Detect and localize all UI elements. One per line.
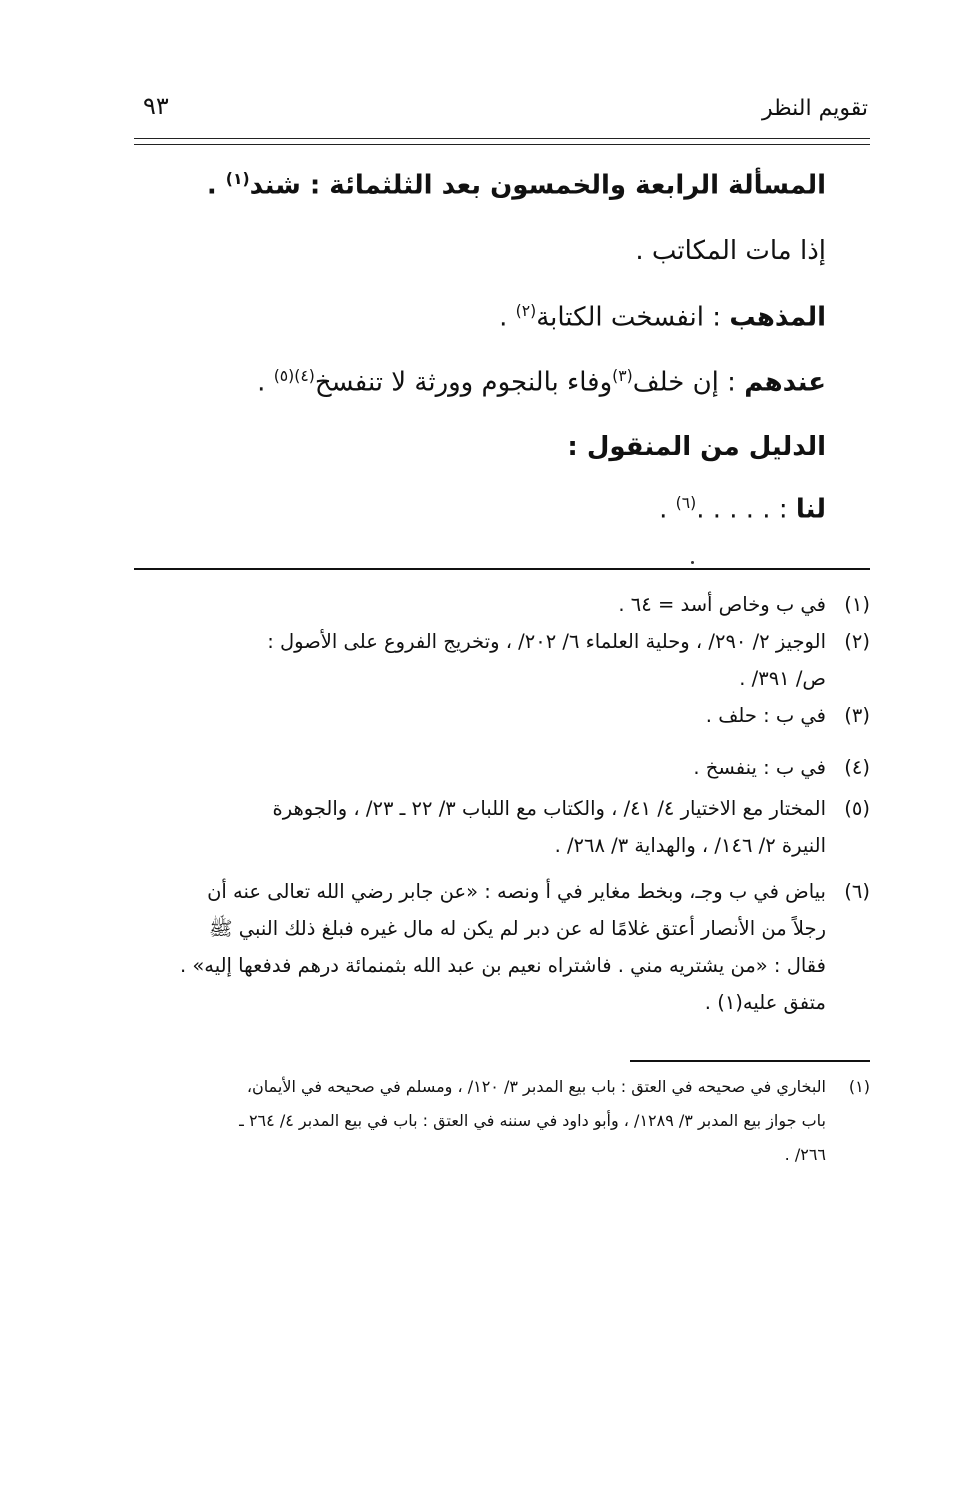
footnote-6: (٦)بياض في ب وجـ، وبخط مغاير في أ ونصه : «عن جابر رضي الله تعالى عنه أن رجلاً من الأنصار أعتق غلامًا له عن دبر لم يكن له مال غيره فبلغ ذلك النبي ﷺ فقال : «من يشتريه مني . فاشتراه نعيم بن عبد الله بثمنمائة درهم فدفعها إليه» . متفق عليه(١) .: [179, 880, 870, 1014]
running-header-title: تقويم النظر: [761, 96, 868, 121]
madhhab-label: المذهب: [729, 302, 826, 333]
footnote-3: (٣)في ب : حلف .: [705, 704, 870, 727]
footnote-4: (٤)في ب : ينفسخ .: [693, 756, 870, 779]
sub-footnote-1: (١)البخاري في صحيحه في العتق : باب بيع المدبر ٣/ ١٢٠/ ، ومسلم في صحيحه في الأيمان، باب جواز بيع المدبر ٣/ ١٢٨٩/ ، وأبو داود في سننه في العتق : باب في بيع المدبر ٤/ ٢٦٤ ـ ٢٦٦/ .: [239, 1077, 870, 1164]
footnote-ref: (٣): [612, 367, 633, 385]
question-title: المسألة الرابعة والخمسون بعد الثلثمائة : شند$^{(١)}$ .: [206, 170, 826, 201]
stray-dot: [691, 561, 694, 564]
footnote-ref: (٦): [675, 494, 697, 512]
footnote-2: (٢)الوجيز ٢/ ٢٩٠/ ، وحلية العلماء ٦/ ٢٠٢/ ، وتخريج الفروع على الأصول : ص/ ٣٩١/ .: [267, 630, 870, 690]
indahum-label: عندهم: [744, 367, 826, 398]
footnote-ref: (٢): [515, 302, 537, 320]
footnote-ref: (٤)(٥): [273, 367, 315, 385]
lana-label: لنا: [795, 494, 826, 525]
footnote-ref: (١): [225, 170, 250, 188]
evidence-heading: الدليل من المنقول :: [567, 432, 826, 462]
case-text: إذا مات المكاتب .: [635, 236, 826, 266]
footnote-1: (١)في ب وخاص أسد = ٦٤ .: [618, 593, 870, 616]
header-rule-bottom: [134, 144, 870, 145]
indahum-line: عندهم : إن خلف$^{(٣)}$وفاء بالنجوم وورثة لا تنفسخ$^{(٤)(٥)}$ .: [257, 367, 826, 398]
footnote-5: (٥)المختار مع الاختيار ٤/ ٤١/ ، والكتاب مع اللباب ٣/ ٢٢ ـ ٢٣/ ، والجوهرة النيرة ٢/ ١٤٦/ ، والهداية ٣/ ٢٦٨/ .: [272, 797, 870, 857]
madhhab-line: المذهب : انفسخت الكتابة$^{(٢)}$ .: [499, 302, 826, 333]
lana-line: لنا : . . . . .$^{(٦)}$ .: [659, 494, 826, 525]
footnote-separator: [134, 568, 870, 570]
header-rule-top: [134, 138, 870, 139]
page-number: ٩٣: [143, 92, 169, 120]
sub-footnote-separator: [630, 1060, 870, 1062]
